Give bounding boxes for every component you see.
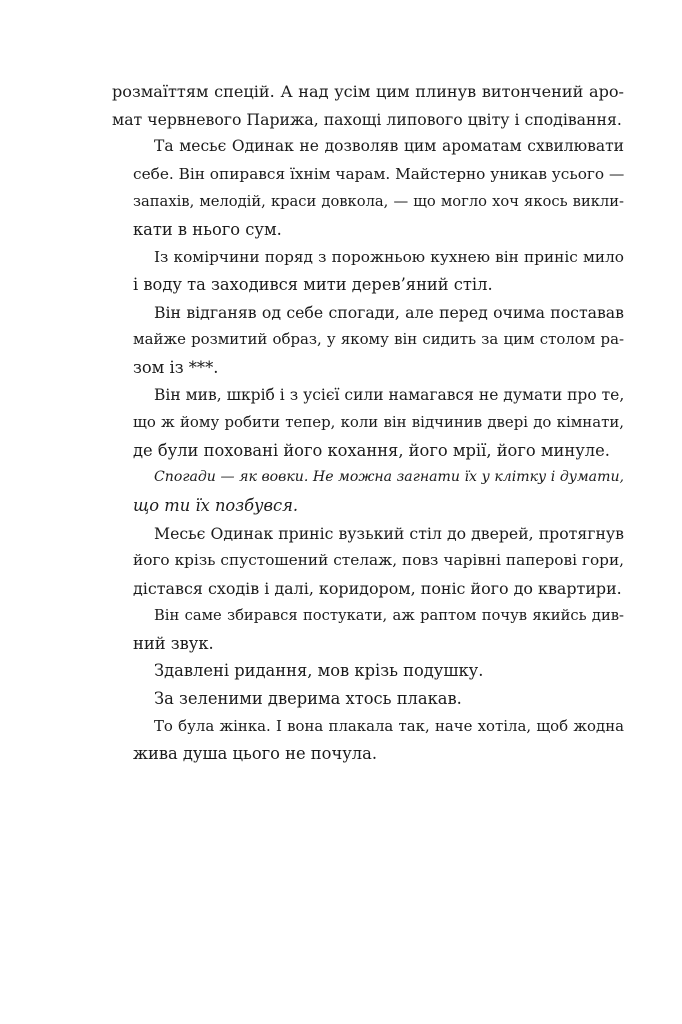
text-line: дістався сходів і далі, коридором, поніс його до квартири. (133, 578, 622, 598)
text-line: зом із ***. (133, 357, 219, 377)
paragraph (112, 602, 624, 657)
paragraph (112, 520, 624, 603)
text-line: що ти їх позбувся. (133, 495, 299, 515)
paragraph (112, 713, 624, 768)
paragraph (112, 133, 624, 243)
paragraph (112, 299, 624, 382)
text-line: майже розмитий образ, у якому він сидить за цим столом ра- (133, 330, 624, 349)
text-line: Він відганяв од себе спогади, але перед очима поставав (154, 302, 624, 322)
text-line: кати в нього сум. (133, 219, 282, 239)
text-line: його крізь спустошений стелаж, повз чарівні паперові гори, (133, 551, 624, 570)
paragraph (112, 657, 624, 685)
text-line: Месьє Одинак приніс вузький стіл до дверей, протягнув (154, 523, 624, 543)
text-line: де були поховані його кохання, його мрії, його минуле. (133, 440, 610, 460)
paragraph (112, 685, 624, 713)
text-line: Він мив, шкріб і з усієї сили намагався не думати про те, (154, 385, 625, 404)
text-line: Із комірчини поряд з порожньою кухнею він приніс мило (154, 247, 624, 266)
text-line: запахів, мелодій, краси довкола, — що могло хоч якось викли- (133, 193, 624, 211)
text-line: що ж йому робити тепер, коли він відчинив двері до кімнати, (133, 413, 624, 432)
text-line: Спогади — як вовки. Не можна загнати їх у клітку і думати, (154, 469, 624, 486)
paragraph (112, 464, 624, 519)
paragraph (112, 78, 624, 133)
paragraph (112, 382, 624, 465)
text-line: себе. Він опирався їхнім чарам. Майстерно уникав усього — (133, 164, 625, 183)
text-line: ний звук. (133, 633, 214, 653)
text-line: Здавлені ридання, мов крізь подушку. (154, 661, 484, 681)
text-line: мат червневого Парижа, пахощі липового цвіту і сподівання. (112, 109, 622, 129)
text-line: жива душа цього не почула. (133, 744, 378, 764)
text-line: То була жінка. І вона плакала так, наче хотіла, щоб жодна (154, 716, 624, 735)
text-line: За зеленими дверима хтось плакав. (154, 689, 462, 709)
book-page (112, 78, 624, 768)
paragraph (112, 244, 624, 299)
text-line: Він саме збирався постукати, аж раптом почув якийсь див- (154, 607, 624, 625)
text-line: розмаїттям спецій. А над усім цим плинув витончений аро- (112, 82, 624, 101)
text-line: і воду та заходився мити дерев’яний стіл. (133, 275, 493, 295)
page-text-body (112, 78, 624, 768)
text-line: Та месьє Одинак не дозволяв цим ароматам схвилювати (154, 137, 624, 156)
